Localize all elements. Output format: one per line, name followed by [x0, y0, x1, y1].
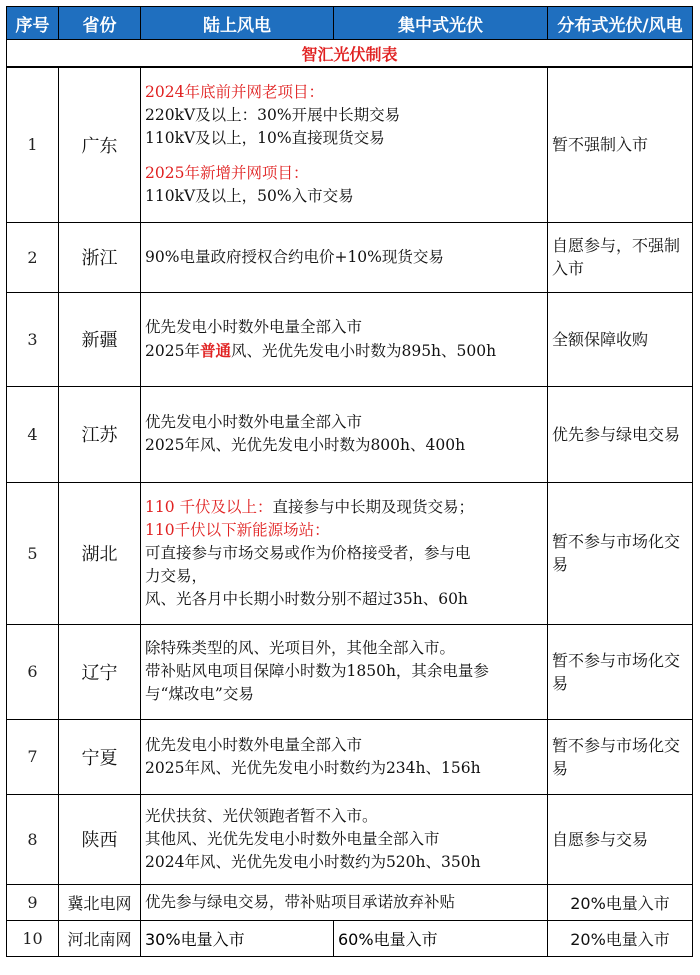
- table-subtitle: 智汇光伏制表: [7, 40, 693, 68]
- row-number: 9: [7, 884, 59, 920]
- table-row: [7, 624, 693, 719]
- row-distributed: 20%电量入市: [548, 884, 693, 920]
- policy-line: 220kV及以上：30%开展中长期交易: [145, 106, 401, 125]
- row-policy: [141, 482, 548, 624]
- policy-line: 优先发电小时数外电量全部入市: [145, 735, 363, 754]
- row-number: 4: [7, 386, 59, 482]
- policy-line: 力交易，: [145, 566, 208, 585]
- row-onshore-wind: 30%电量入市: [141, 920, 334, 956]
- row-policy: [141, 386, 548, 482]
- policy-line: 110kV及以上，50%入市交易: [145, 187, 354, 206]
- policy-line: 除特殊类型的风、光项目外，其他全部入市。: [145, 639, 456, 657]
- row-province: 宁夏: [59, 719, 141, 794]
- policy-line: 2025年风、光优先发电小时数约为234h、156h: [145, 758, 481, 777]
- policy-line: 2024年风、光优先发电小时数约为520h、350h: [145, 852, 481, 871]
- row-number: 10: [7, 920, 59, 956]
- row-number: 3: [7, 292, 59, 386]
- policy-line: 可直接参与市场交易或作为价格接受者，参与电: [145, 543, 471, 562]
- row-policy: [141, 719, 548, 794]
- row-distributed: 暂不参与市场化交易: [548, 482, 693, 624]
- policy-line: [145, 496, 543, 519]
- row-province: 广东: [59, 67, 141, 222]
- policy-table: [6, 6, 693, 957]
- policy-year: 2025年: [145, 341, 200, 360]
- row-province: 湖北: [59, 482, 141, 624]
- row-central-pv: 60%电量入市: [334, 920, 548, 956]
- table-row: [7, 884, 693, 920]
- row-distributed: 暂不参与市场化交易: [548, 624, 693, 719]
- table-row: [7, 482, 693, 624]
- policy-line: 风、光各月中长期小时数分别不超过35h、60h: [145, 589, 468, 608]
- policy-line: 2025年风、光优先发电小时数为800h、400h: [145, 436, 466, 454]
- row-province: 辽宁: [59, 624, 141, 719]
- policy-line: 2025年新增并网项目：: [145, 164, 309, 183]
- row-province: 河北南网: [59, 920, 141, 956]
- table-row: [7, 794, 693, 884]
- header-onshore-wind: 陆上风电: [141, 7, 334, 40]
- row-distributed: 暂不参与市场化交易: [548, 719, 693, 794]
- header-num: 序号: [7, 7, 59, 40]
- row-policy: [141, 884, 548, 920]
- spacer: [145, 150, 543, 162]
- row-policy: [141, 222, 548, 292]
- table-row: [7, 222, 693, 292]
- header-row: [7, 7, 693, 40]
- row-province: 新疆: [59, 292, 141, 386]
- policy-line: 90%电量政府授权合约电价+10%现货交易: [145, 247, 444, 266]
- policy-text: 直接参与中长期及现货交易；: [272, 497, 475, 516]
- policy-line: 优先发电小时数外电量全部入市: [145, 413, 363, 431]
- row-distributed: 20%电量入市: [548, 920, 693, 956]
- table-row: [7, 67, 693, 222]
- table-row: [7, 719, 693, 794]
- header-province: 省份: [59, 7, 141, 40]
- row-policy: [141, 794, 548, 884]
- row-number: 5: [7, 482, 59, 624]
- policy-highlight: 普通: [199, 340, 231, 360]
- row-number: 6: [7, 624, 59, 719]
- row-policy: [141, 624, 548, 719]
- policy-line: 110kV及以上，10%直接现货交易: [145, 129, 385, 148]
- header-distributed: 分布式光伏/风电: [548, 7, 693, 40]
- row-distributed: 暂不强制入市: [548, 67, 693, 222]
- row-number: 7: [7, 719, 59, 794]
- policy-line: 110千伏以下新能源场站：: [145, 520, 330, 539]
- row-policy: [141, 292, 548, 386]
- header-central-pv: 集中式光伏: [334, 7, 548, 40]
- table-row: [7, 920, 693, 956]
- row-distributed: 自愿参与，不强制入市: [548, 222, 693, 292]
- policy-line: 优先参与绿电交易，带补贴项目承诺放弃补贴: [145, 892, 456, 911]
- policy-line: 光伏扶贫、光伏领跑者暂不入市。: [145, 806, 378, 825]
- row-distributed: 优先参与绿电交易: [548, 386, 693, 482]
- table-row: [7, 292, 693, 386]
- row-number: 2: [7, 222, 59, 292]
- row-number: 1: [7, 67, 59, 222]
- policy-line: 带补贴风电项目保障小时数为1850h，其余电量参: [145, 662, 489, 680]
- policy-line: 优先发电小时数外电量全部入市: [145, 317, 363, 336]
- policy-line: 与“煤改电”交易: [145, 685, 254, 703]
- row-distributed: 全额保障收购: [548, 292, 693, 386]
- row-province: 陕西: [59, 794, 141, 884]
- policy-line: 2024年底前并网老项目：: [145, 83, 324, 102]
- row-province: 浙江: [59, 222, 141, 292]
- policy-line: [145, 339, 543, 363]
- row-policy: [141, 67, 548, 222]
- policy-highlight: 110 千伏及以上：: [145, 497, 273, 516]
- row-number: 8: [7, 794, 59, 884]
- row-distributed: 自愿参与交易: [548, 794, 693, 884]
- row-province: 冀北电网: [59, 884, 141, 920]
- policy-line: 其他风、光优先发电小时数外电量全部入市: [145, 829, 440, 848]
- subtitle-row: [7, 40, 693, 68]
- table-row: [7, 386, 693, 482]
- row-province: 江苏: [59, 386, 141, 482]
- policy-text: 风、光优先发电小时数为895h、500h: [230, 341, 497, 360]
